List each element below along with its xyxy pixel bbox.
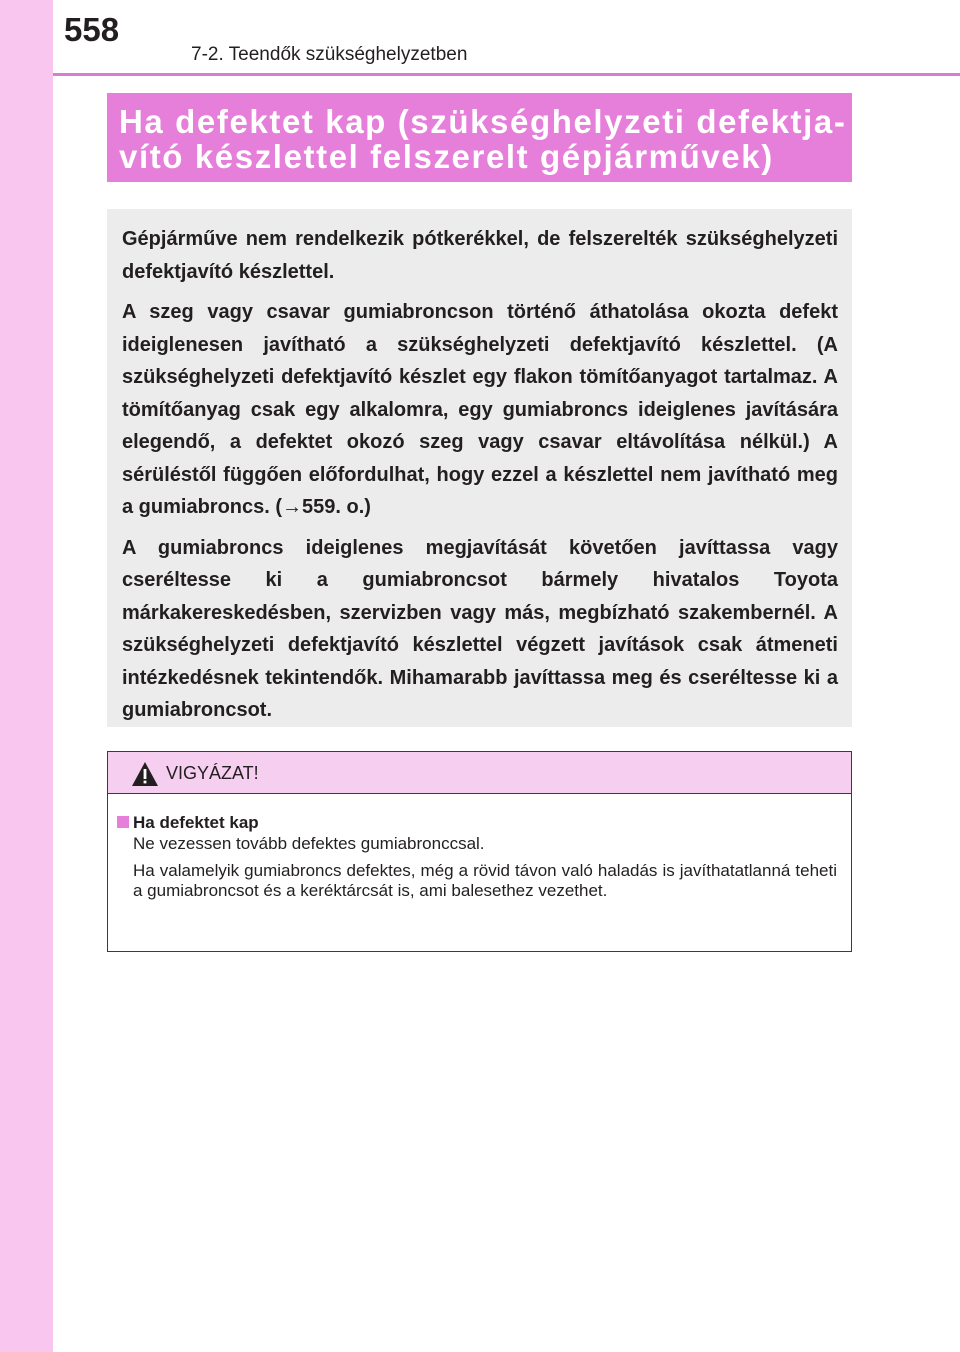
page-title-line-1: Ha defektet kap (szükséghelyzeti defektja- <box>119 103 847 140</box>
page-number: 558 <box>64 11 120 48</box>
warning-line-2: Ha valamelyik gumiabroncs defektes, még a rövid távon való haladás is javíthatatlanná teheti a gumiabroncsot és a keréktárcsát is, ami balesethez vezethet. <box>133 860 837 900</box>
intro-paragraph-1: Gépjárműve nem rendelkezik pótkerékkel, de felszerelték szükséghelyzeti defektjavító készlettel. <box>122 228 838 283</box>
section-title: 7-2. Teendők szükséghelyzetben <box>191 44 468 65</box>
header-divider <box>53 73 960 76</box>
intro-panel <box>107 209 852 727</box>
warning-header <box>108 752 851 794</box>
warning-body <box>108 794 851 902</box>
bullet-square-icon <box>117 816 129 828</box>
side-color-strip <box>0 0 53 1352</box>
intro-paragraph-3: A gumiabroncs ideiglenes megjavítását követően javíttassa vagy cseréltesse ki a gumiabroncsot bármely hivatalos Toyota márkakereskedésben, szervizben vagy más, megbízható szakembernél. A szükséghelyzeti defektjavító készlettel végzett javítások csak átmeneti intézkedésnek tekintendők. Mihamarabb javíttassa meg és cseréltesse ki a gumiabroncsot. <box>122 536 838 721</box>
page-title-line-2: vító készlettel felszerelt gépjárművek) <box>119 138 774 175</box>
warning-line-1: Ne vezessen tovább defektes gumiabronccsal. <box>133 834 485 853</box>
page-title-box <box>107 93 852 182</box>
warning-heading: Ha defektet kap <box>133 813 259 832</box>
warning-box <box>107 751 852 952</box>
warning-triangle-icon <box>131 761 159 787</box>
intro-paragraph-2: A szeg vagy csavar gumiabroncson történő áthatolása okozta defekt ideiglenesen javítható a szükséghelyzeti defektjavító készlettel. (A szükséghelyzeti defektjavító készlet egy flakon tömítőanyagot tartalmaz. A tömítőanyag csak egy alkalomra, egy gumiabroncs ideiglenes javítására elegendő, a defektet okozó szeg vagy csavar eltávolítása nélkül.) A sérüléstől függően előfordulhat, hogy ezzel a készlettel nem javítható meg a gumiabroncs. (→559. o.) <box>122 301 838 518</box>
warning-label: VIGYÁZAT! <box>166 763 259 783</box>
